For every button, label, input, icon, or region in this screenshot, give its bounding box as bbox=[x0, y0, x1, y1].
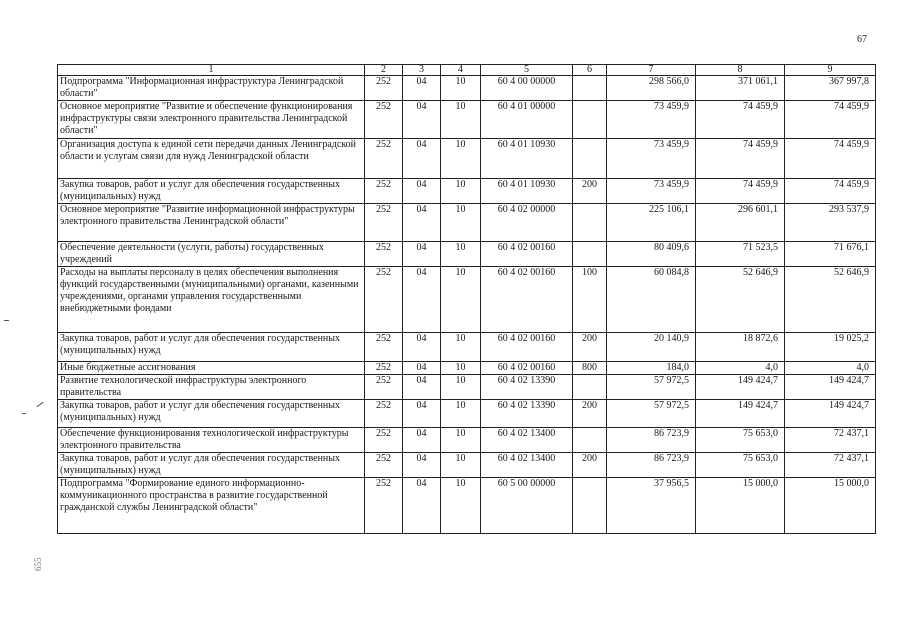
edge-mark bbox=[36, 402, 43, 407]
amount-2019-cell: 72 437,1 bbox=[785, 428, 876, 453]
section-cell: 04 bbox=[403, 453, 441, 478]
table-row bbox=[58, 242, 876, 267]
amount-2019-cell: 4,0 bbox=[785, 362, 876, 375]
subsection-cell: 10 bbox=[441, 139, 481, 179]
table-row bbox=[58, 76, 876, 101]
target-article-cell: 60 4 01 00000 bbox=[481, 101, 573, 139]
subsection-cell: 10 bbox=[441, 242, 481, 267]
chapter-code-cell: 252 bbox=[365, 478, 403, 534]
section-cell: 04 bbox=[403, 428, 441, 453]
amount-2017-cell: 57 972,5 bbox=[607, 375, 696, 400]
expense-type-cell: 200 bbox=[573, 453, 607, 478]
amount-2018-cell: 18 872,6 bbox=[696, 333, 785, 362]
amount-2018-cell: 74 459,9 bbox=[696, 179, 785, 204]
header-cell: 1 bbox=[58, 65, 365, 76]
row-name-cell: Основное мероприятие "Развитие и обеспечение функционирования инфраструктуры связи электронного правительства Ленинградской области" bbox=[58, 101, 365, 139]
amount-2019-cell: 74 459,9 bbox=[785, 179, 876, 204]
target-article-cell: 60 4 02 00000 bbox=[481, 204, 573, 242]
amount-2018-cell: 149 424,7 bbox=[696, 400, 785, 428]
amount-2018-cell: 371 061,1 bbox=[696, 76, 785, 101]
amount-2017-cell: 298 566,0 bbox=[607, 76, 696, 101]
amount-2018-cell: 74 459,9 bbox=[696, 139, 785, 179]
amount-2018-cell: 75 653,0 bbox=[696, 428, 785, 453]
section-cell: 04 bbox=[403, 375, 441, 400]
table-row bbox=[58, 101, 876, 139]
chapter-code-cell: 252 bbox=[365, 76, 403, 101]
table-row bbox=[58, 453, 876, 478]
chapter-code-cell: 252 bbox=[365, 242, 403, 267]
amount-2019-cell: 74 459,9 bbox=[785, 139, 876, 179]
expense-type-cell bbox=[573, 101, 607, 139]
amount-2018-cell: 4,0 bbox=[696, 362, 785, 375]
target-article-cell: 60 4 02 13390 bbox=[481, 400, 573, 428]
table-row bbox=[58, 204, 876, 242]
row-name-cell: Расходы на выплаты персоналу в целях обеспечения выполнения функций государственными (муниципальными) органами, казенными учреждениями, органами управления государственными внебюджетными фондами bbox=[58, 267, 365, 333]
row-name-cell: Организация доступа к единой сети передачи данных Ленинградской области и услугам связи для нужд Ленинградской области bbox=[58, 139, 365, 179]
amount-2018-cell: 52 646,9 bbox=[696, 267, 785, 333]
expense-type-cell bbox=[573, 76, 607, 101]
chapter-code-cell: 252 bbox=[365, 453, 403, 478]
header-cell: 3 bbox=[403, 65, 441, 76]
target-article-cell: 60 4 02 00160 bbox=[481, 333, 573, 362]
row-name-cell: Подпрограмма "Информационная инфраструктура Ленинградской области" bbox=[58, 76, 365, 101]
amount-2017-cell: 37 956,5 bbox=[607, 478, 696, 534]
subsection-cell: 10 bbox=[441, 362, 481, 375]
section-cell: 04 bbox=[403, 179, 441, 204]
subsection-cell: 10 bbox=[441, 333, 481, 362]
target-article-cell: 60 4 02 00160 bbox=[481, 242, 573, 267]
amount-2017-cell: 20 140,9 bbox=[607, 333, 696, 362]
expense-type-cell: 200 bbox=[573, 400, 607, 428]
chapter-code-cell: 252 bbox=[365, 375, 403, 400]
amount-2017-cell: 73 459,9 bbox=[607, 179, 696, 204]
amount-2017-cell: 73 459,9 bbox=[607, 139, 696, 179]
amount-2017-cell: 86 723,9 bbox=[607, 453, 696, 478]
header-cell: 7 bbox=[607, 65, 696, 76]
expense-type-cell bbox=[573, 139, 607, 179]
row-name-cell: Закупка товаров, работ и услуг для обеспечения государственных (муниципальных) нужд bbox=[58, 400, 365, 428]
subsection-cell: 10 bbox=[441, 179, 481, 204]
row-name-cell: Обеспечение функционирования технологической инфраструктуры электронного правительства bbox=[58, 428, 365, 453]
amount-2019-cell: 15 000,0 bbox=[785, 478, 876, 534]
amount-2017-cell: 57 972,5 bbox=[607, 400, 696, 428]
row-name-cell: Закупка товаров, работ и услуг для обеспечения государственных (муниципальных) нужд bbox=[58, 333, 365, 362]
table-row bbox=[58, 362, 876, 375]
row-name-cell: Основное мероприятие "Развитие информационной инфраструктуры электронного правительства Ленинградской области" bbox=[58, 204, 365, 242]
table-row bbox=[58, 179, 876, 204]
subsection-cell: 10 bbox=[441, 204, 481, 242]
amount-2019-cell: 71 676,1 bbox=[785, 242, 876, 267]
header-cell: 8 bbox=[696, 65, 785, 76]
expense-type-cell: 200 bbox=[573, 179, 607, 204]
amount-2019-cell: 149 424,7 bbox=[785, 375, 876, 400]
subsection-cell: 10 bbox=[441, 76, 481, 101]
page-number: 67 bbox=[857, 34, 867, 45]
section-cell: 04 bbox=[403, 478, 441, 534]
row-name-cell: Закупка товаров, работ и услуг для обеспечения государственных (муниципальных) нужд bbox=[58, 179, 365, 204]
amount-2018-cell: 75 653,0 bbox=[696, 453, 785, 478]
amount-2018-cell: 74 459,9 bbox=[696, 101, 785, 139]
table-row bbox=[58, 428, 876, 453]
header-cell: 5 bbox=[481, 65, 573, 76]
subsection-cell: 10 bbox=[441, 453, 481, 478]
amount-2017-cell: 86 723,9 bbox=[607, 428, 696, 453]
target-article-cell: 60 5 00 00000 bbox=[481, 478, 573, 534]
section-cell: 04 bbox=[403, 204, 441, 242]
target-article-cell: 60 4 02 00160 bbox=[481, 362, 573, 375]
target-article-cell: 60 4 00 00000 bbox=[481, 76, 573, 101]
expense-type-cell bbox=[573, 428, 607, 453]
table-row bbox=[58, 478, 876, 534]
section-cell: 04 bbox=[403, 362, 441, 375]
section-cell: 04 bbox=[403, 267, 441, 333]
row-name-cell: Подпрограмма "Формирование единого информационно-коммуникационного пространства в развитие государственной гражданской службы Ленинградской области" bbox=[58, 478, 365, 534]
table-row bbox=[58, 375, 876, 400]
target-article-cell: 60 4 02 13390 bbox=[481, 375, 573, 400]
expense-type-cell: 200 bbox=[573, 333, 607, 362]
expense-type-cell: 800 bbox=[573, 362, 607, 375]
table-row bbox=[58, 139, 876, 179]
expense-type-cell bbox=[573, 204, 607, 242]
section-cell: 04 bbox=[403, 333, 441, 362]
amount-2018-cell: 149 424,7 bbox=[696, 375, 785, 400]
subsection-cell: 10 bbox=[441, 428, 481, 453]
section-cell: 04 bbox=[403, 139, 441, 179]
row-name-cell: Обеспечение деятельности (услуги, работы) государственных учреждений bbox=[58, 242, 365, 267]
amount-2018-cell: 71 523,5 bbox=[696, 242, 785, 267]
table-row bbox=[58, 267, 876, 333]
chapter-code-cell: 252 bbox=[365, 400, 403, 428]
expense-type-cell bbox=[573, 375, 607, 400]
amount-2017-cell: 60 084,8 bbox=[607, 267, 696, 333]
row-name-cell: Закупка товаров, работ и услуг для обеспечения государственных (муниципальных) нужд bbox=[58, 453, 365, 478]
target-article-cell: 60 4 02 13400 bbox=[481, 453, 573, 478]
chapter-code-cell: 252 bbox=[365, 101, 403, 139]
amount-2019-cell: 149 424,7 bbox=[785, 400, 876, 428]
amount-2019-cell: 72 437,1 bbox=[785, 453, 876, 478]
amount-2019-cell: 293 537,9 bbox=[785, 204, 876, 242]
row-name-cell: Иные бюджетные ассигнования bbox=[58, 362, 365, 375]
margin-marks: 655 bbox=[33, 557, 43, 571]
target-article-cell: 60 4 01 10930 bbox=[481, 179, 573, 204]
amount-2017-cell: 80 409,6 bbox=[607, 242, 696, 267]
expense-type-cell: 100 bbox=[573, 267, 607, 333]
header-cell: 4 bbox=[441, 65, 481, 76]
expense-type-cell bbox=[573, 242, 607, 267]
section-cell: 04 bbox=[403, 242, 441, 267]
chapter-code-cell: 252 bbox=[365, 204, 403, 242]
edge-mark bbox=[22, 413, 26, 414]
header-cell: 9 bbox=[785, 65, 876, 76]
amount-2017-cell: 184,0 bbox=[607, 362, 696, 375]
subsection-cell: 10 bbox=[441, 400, 481, 428]
chapter-code-cell: 252 bbox=[365, 428, 403, 453]
chapter-code-cell: 252 bbox=[365, 139, 403, 179]
expense-type-cell bbox=[573, 478, 607, 534]
subsection-cell: 10 bbox=[441, 375, 481, 400]
amount-2017-cell: 73 459,9 bbox=[607, 101, 696, 139]
amount-2019-cell: 367 997,8 bbox=[785, 76, 876, 101]
table-row bbox=[58, 333, 876, 362]
chapter-code-cell: 252 bbox=[365, 333, 403, 362]
amount-2018-cell: 296 601,1 bbox=[696, 204, 785, 242]
amount-2019-cell: 52 646,9 bbox=[785, 267, 876, 333]
section-cell: 04 bbox=[403, 101, 441, 139]
header-cell: 6 bbox=[573, 65, 607, 76]
section-cell: 04 bbox=[403, 400, 441, 428]
edge-mark bbox=[4, 320, 9, 321]
chapter-code-cell: 252 bbox=[365, 179, 403, 204]
budget-table bbox=[57, 64, 876, 534]
amount-2019-cell: 74 459,9 bbox=[785, 101, 876, 139]
section-cell: 04 bbox=[403, 76, 441, 101]
amount-2018-cell: 15 000,0 bbox=[696, 478, 785, 534]
subsection-cell: 10 bbox=[441, 267, 481, 333]
chapter-code-cell: 252 bbox=[365, 267, 403, 333]
header-cell: 2 bbox=[365, 65, 403, 76]
row-name-cell: Развитие технологической инфраструктуры электронного правительства bbox=[58, 375, 365, 400]
target-article-cell: 60 4 01 10930 bbox=[481, 139, 573, 179]
subsection-cell: 10 bbox=[441, 478, 481, 534]
chapter-code-cell: 252 bbox=[365, 362, 403, 375]
target-article-cell: 60 4 02 13400 bbox=[481, 428, 573, 453]
target-article-cell: 60 4 02 00160 bbox=[481, 267, 573, 333]
table-row bbox=[58, 400, 876, 428]
subsection-cell: 10 bbox=[441, 101, 481, 139]
amount-2017-cell: 225 106,1 bbox=[607, 204, 696, 242]
header-row bbox=[58, 65, 876, 76]
amount-2019-cell: 19 025,2 bbox=[785, 333, 876, 362]
